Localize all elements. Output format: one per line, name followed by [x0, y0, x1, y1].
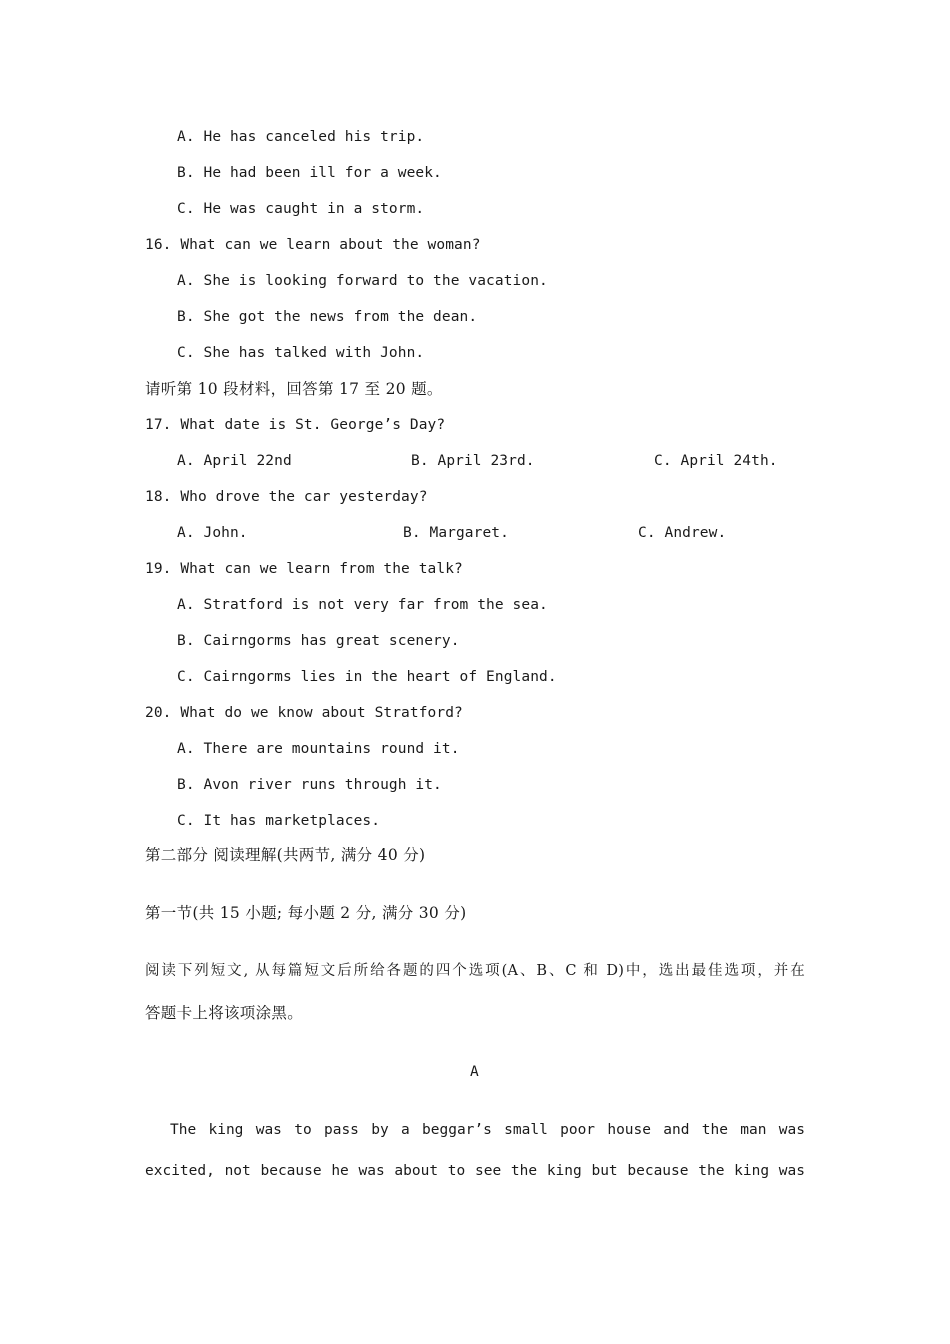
q19-option-b: B. Cairngorms has great scenery.	[177, 633, 460, 649]
q19-stem: 19. What can we learn from the talk?	[145, 561, 463, 577]
q16-stem: 16. What can we learn about the woman?	[145, 237, 481, 253]
q20-stem: 20. What do we know about Stratford?	[145, 705, 463, 721]
q16-option-c: C. She has talked with John.	[177, 345, 425, 361]
q18-option-c: C. Andrew.	[638, 525, 727, 541]
directions-line-1: 阅读下列短文, 从每篇短文后所给各题的四个选项(A、B、C 和 D)中，选出最佳选项，并在	[145, 963, 805, 979]
q15-option-c: C. He was caught in a storm.	[177, 201, 425, 217]
passage-label: A	[470, 1064, 479, 1080]
q20-option-c: C. It has marketplaces.	[177, 813, 381, 829]
q17-stem: 17. What date is St. George’s Day?	[145, 417, 446, 433]
q19-option-c: C. Cairngorms lies in the heart of England.	[177, 669, 557, 685]
listening-instruction: 请听第 10 段材料，回答第 17 至 20 题。	[145, 380, 443, 398]
directions-line-2: 答题卡上将该项涂黑。	[145, 1004, 304, 1022]
q16-option-a: A. She is looking forward to the vacation.	[177, 273, 548, 289]
q17-option-c: C. April 24th.	[654, 453, 778, 469]
q15-option-a: A. He has canceled his trip.	[177, 129, 425, 145]
q17-option-a: A. April 22nd	[177, 453, 292, 469]
q20-option-b: B. Avon river runs through it.	[177, 777, 442, 793]
q16-option-b: B. She got the news from the dean.	[177, 309, 478, 325]
passage-line-2: excited, not because he was about to see the king but because the king was	[145, 1163, 805, 1179]
q18-option-b: B. Margaret.	[403, 525, 509, 541]
passage-line-1: The king was to pass by a beggar’s small poor house and the man was	[170, 1122, 805, 1138]
q17-option-b: B. April 23rd.	[411, 453, 535, 469]
q18-stem: 18. Who drove the car yesterday?	[145, 489, 428, 505]
section1-heading: 第一节(共 15 小题; 每小题 2 分, 满分 30 分)	[145, 904, 467, 922]
q15-option-b: B. He had been ill for a week.	[177, 165, 442, 181]
q19-option-a: A. Stratford is not very far from the sea.	[177, 597, 548, 613]
q18-option-a: A. John.	[177, 525, 248, 541]
part2-heading: 第二部分 阅读理解(共两节, 满分 40 分)	[145, 846, 426, 864]
q20-option-a: A. There are mountains round it.	[177, 741, 460, 757]
